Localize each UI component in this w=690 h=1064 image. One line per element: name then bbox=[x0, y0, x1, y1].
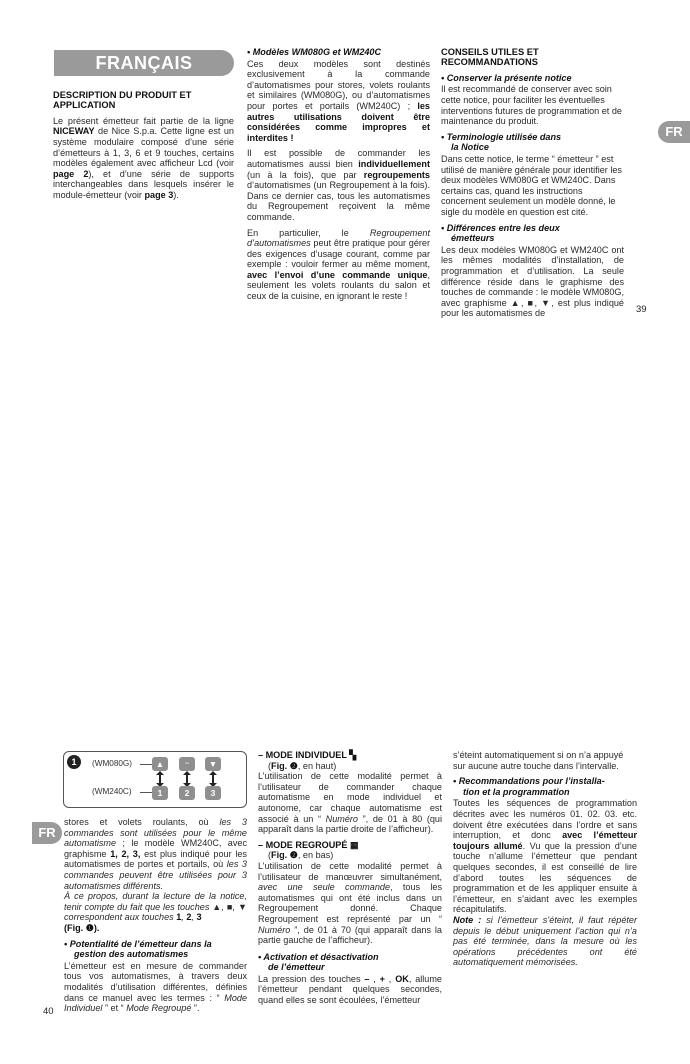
double-arrow-icon bbox=[186, 774, 188, 784]
key-up-icon: ▲ bbox=[152, 757, 168, 771]
bottom-column-2 bbox=[258, 750, 442, 1011]
figure-1-number: 1 bbox=[67, 755, 81, 769]
grouped-mode-heading: – MODE REGROUPÉ ▦ bbox=[258, 839, 359, 850]
grouped-mode-text: L’utilisation de cette modalité permet à l’utilisateur de manœuvrer simultanément, avec une seule commande, tous les automatismes qui ont été inclus dans un Regroupement donné. Chaque Regroupement est représenté par un “ Numéro ”, de 01 à 70 (qui apparaît dans la partie gauche de l’afficheur). bbox=[258, 860, 442, 946]
models-heading: • Modèles WM080G et WM240C bbox=[247, 47, 382, 57]
activation-heading: • Activation et désactivation de l’émetteur bbox=[258, 951, 379, 973]
page-number-top: 39 bbox=[636, 304, 647, 315]
potential-text: L’émetteur est en mesure de commander tous vos automatismes, à travers deux modalités d’utilisation différentes, définies dans ce manuel avec les termes : “ Mode Individuel ” et “ Mode Regroupé ”. bbox=[64, 960, 247, 1014]
double-arrow-icon bbox=[159, 774, 161, 784]
top-column-1 bbox=[53, 90, 234, 206]
models-text-1: Ces deux modèles sont destinés exclusivement à la commande d’automatismes pour stores, volets roulants et similaires (WM080G), ou d’automatismes pour portes et portails (WM240C) ; les autres utilisations doivent être considérées comme impropres et interdites ! bbox=[247, 58, 430, 143]
keep-manual-heading: • Conserver la présente notice bbox=[441, 72, 572, 83]
grouped-mode-figref: (Fig. ❷, en bas) bbox=[268, 850, 334, 861]
grouped-mode-icon: ▦ bbox=[349, 839, 359, 850]
individual-mode-figref: (Fig. ❷, en haut) bbox=[268, 760, 337, 771]
activation-text-continued: s’éteint automatiquement si on n’a appuyé sur aucune autre touche dans l’intervalle. bbox=[453, 750, 624, 771]
installation-note: Note : si l’émetteur s’éteint, il faut répéter depuis le début uniquement l’action qui n’a pas été terminée, dans la mesure où les opérations précédentes ont été automatiquement mémorisées. bbox=[453, 914, 638, 968]
key-stop-icon: ▫▫ bbox=[179, 757, 195, 771]
differences-heading: • Différences entre les deux émetteurs bbox=[441, 222, 560, 244]
differences-text-continued: stores et volets roulants, où les 3 commandes sont utilisées pour le même automatisme ; le modèle WM240C, avec graphisme 1, 2, 3, est plus indiqué pour les automatismes de portes et portails, où les 3 commandes peuvent être utilisées pour 3 automatismes différents. bbox=[64, 817, 247, 891]
advice-heading: CONSEILS UTILES ET RECOMMANDATIONS bbox=[441, 47, 539, 68]
models-text-2: Il est possible de commander les automatismes aussi bien individuellement (un à la fois), que par regroupements d’automatismes (un Regroupement à la fois). Dans ce dernier cas, tous les automatismes du Regroupement reçoivent la même commande. bbox=[247, 148, 430, 222]
language-banner: FRANÇAIS bbox=[54, 50, 234, 76]
keep-manual-text: Il est recommandé de conserver avec soin cette notice, pour faciliter les éventuelles interventions futures de programmation et de maintenance du produit. bbox=[441, 84, 622, 127]
bottom-column-1 bbox=[64, 817, 247, 1019]
models-text-3: En particulier, le Regroupement d’automatismes peut être pratique pour gérer des exigences d’usage courant, comme par exemple : vouloir fermer au même moment, avec l’envoi d’une commande unique, seulement les volets roulants du salon et ceux de la cuisine, en ignorant le reste ! bbox=[247, 227, 430, 302]
installation-heading: • Recommandations pour l’installa- tion et la programmation bbox=[453, 776, 605, 797]
individual-mode-icon: ▚ bbox=[349, 750, 357, 760]
top-column-3 bbox=[441, 47, 624, 324]
terminology-heading: • Terminologie utilisée dans la Notice bbox=[441, 131, 562, 153]
language-tab-left: FR bbox=[32, 822, 62, 844]
figure-label-wm240c: (WM240C) bbox=[92, 787, 132, 796]
activation-text: La pression des touches – , + , OK, allume l’émetteur pendant quelques secondes, quand elles se sont écoulées, l’émetteur bbox=[258, 973, 442, 1006]
individual-mode-heading: – MODE INDIVIDUEL ▚ bbox=[258, 750, 357, 760]
key-1: 1 bbox=[152, 786, 168, 800]
leader-line-top bbox=[140, 764, 152, 765]
leader-line-bottom bbox=[140, 792, 152, 793]
key-2: 2 bbox=[179, 786, 195, 800]
product-description-heading: DESCRIPTION DU PRODUIT ET APPLICATION bbox=[53, 90, 192, 111]
product-description-text: Le présent émetteur fait partie de la ligne NICEWAY de Nice S.p.a. Cette ligne est un système modulaire composé d’une série d’émetteurs à 1, 3, 6 et 9 touches, certains modèles également avec afficheur Lcd (voir page 2), et d’une série de supports interchangeables dans lesquels insérer le module-émetteur (voir page 3). bbox=[53, 115, 234, 200]
figure-label-wm080g: (WM080G) bbox=[92, 759, 133, 768]
differences-text: Les deux modèles WM080G et WM240C ont les mêmes modalités d’installation, de programmation et d’utilisation. La seule différence réside dans le graphisme des touches de commande : le modèle WM080G, avec graphisme ▲, ■, ▼, est plus indiqué pour les automatismes de bbox=[441, 244, 624, 319]
bottom-column-3 bbox=[453, 750, 637, 973]
top-column-2 bbox=[247, 47, 430, 307]
double-arrow-icon bbox=[212, 774, 214, 784]
key-3: 3 bbox=[205, 786, 221, 800]
language-tab-right: FR bbox=[658, 121, 690, 143]
terminology-text: Dans cette notice, le terme “ émetteur ” est utilisé de manière générale pour identifier les deux modèles WM080G et WM240C. Dans certains cas, quand les instructions concernent seulement un modèle donné, le sigle du modèle en question est cité. bbox=[441, 153, 622, 217]
individual-mode-text: L’utilisation de cette modalité permet à l’utilisateur de commander chaque automatisme en mode individuel et autonome, car chaque automatisme est associé à un “ Numéro ”, de 01 à 80 (qui apparaît dans la partie droite de l’afficheur). bbox=[258, 771, 443, 835]
page-number-bottom: 40 bbox=[43, 1006, 54, 1017]
key-down-icon: ▼ bbox=[205, 757, 221, 771]
potential-heading: • Potentialité de l’émetteur dans la gestion des automatismes bbox=[64, 938, 212, 960]
installation-text: Toutes les séquences de programmation décrites avec les numéros 01. 02. 03. etc. doivent être exécutées dans l’ordre et sans interruption, et donc avec l’émetteur toujours allumé. Vu que la pression d’une touche n’allume l’émetteur que pendant quelques secondes, il est conseillé de lire d’abord toutes les séquences de programmation et de les appliquer ensuite à l’émetteur, en s’aidant avec les exemples récapitulatifs. bbox=[453, 798, 637, 915]
keys-correspondence-text: À ce propos, durant la lecture de la notice, tenir compte du fait que les touches ▲, ■, ▼ correspondent aux touches 1, 2, 3 (Fig. ❶). bbox=[64, 891, 247, 933]
